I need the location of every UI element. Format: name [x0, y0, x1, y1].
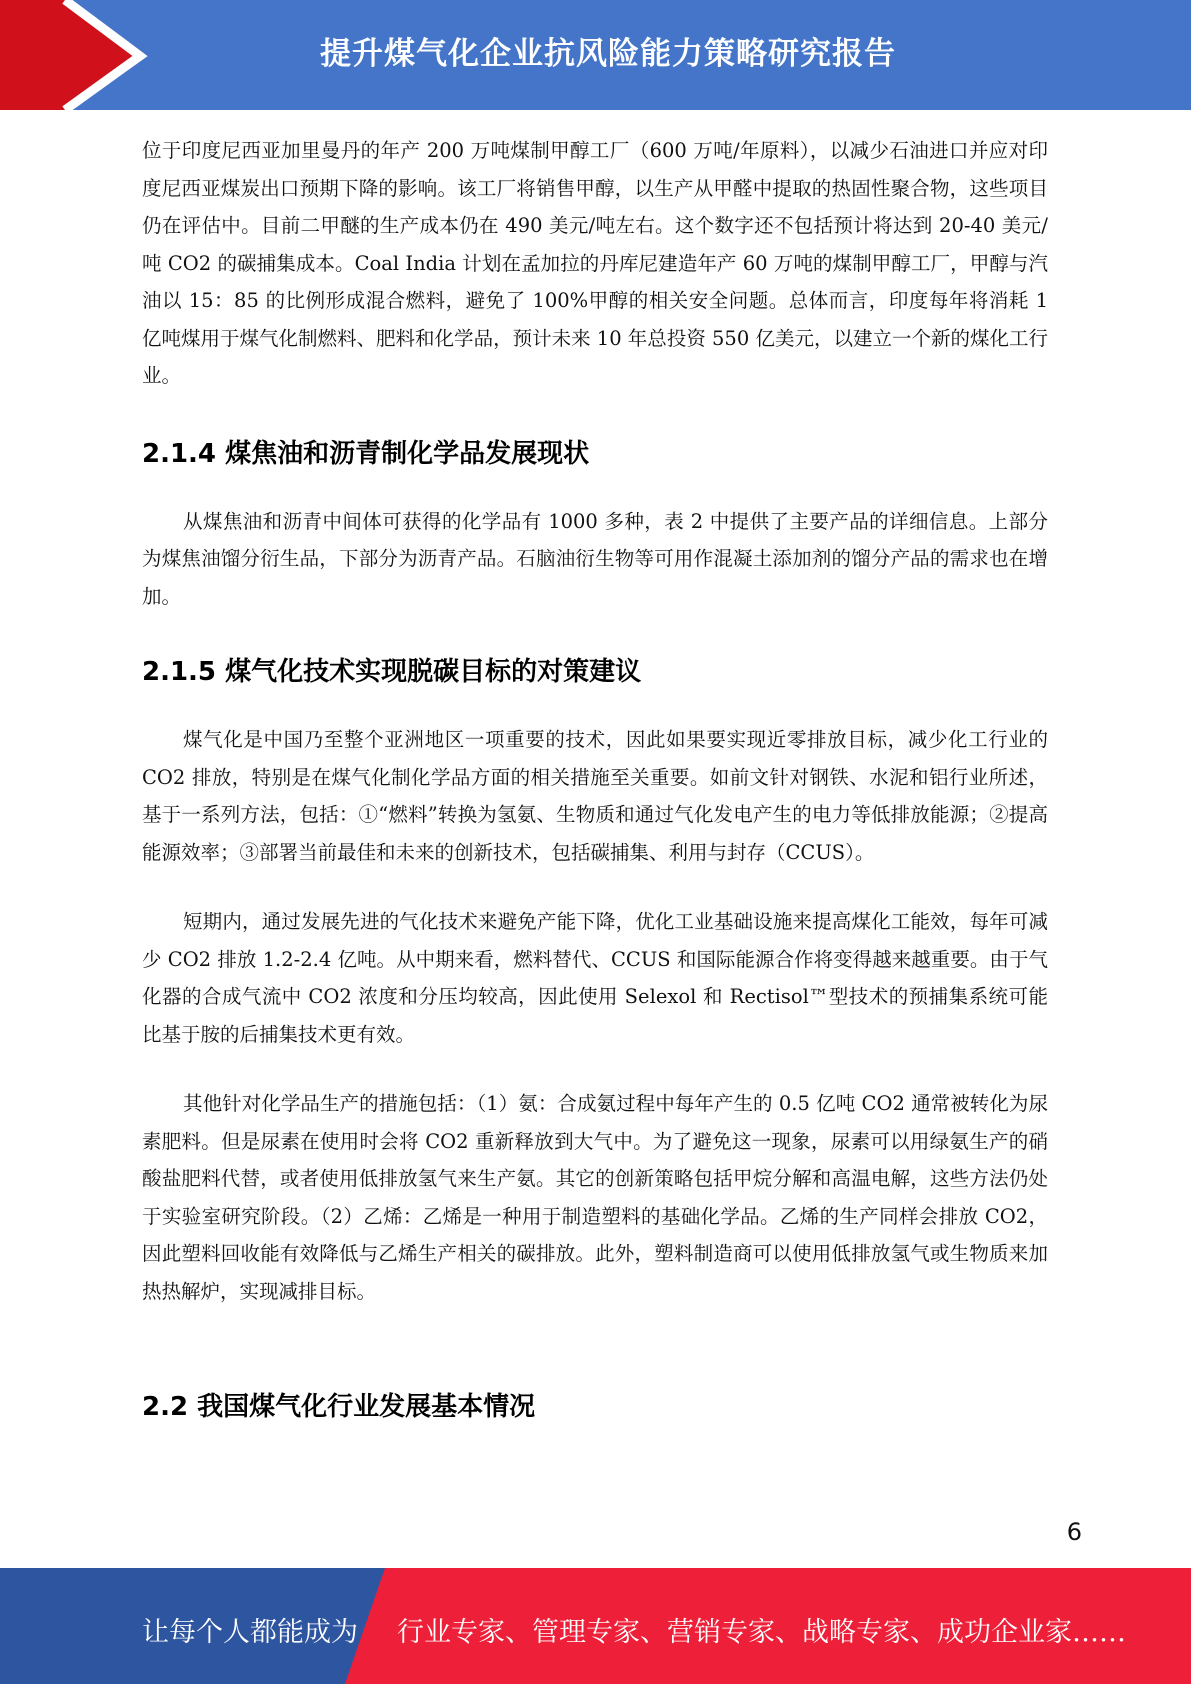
page-header: [0, 0, 1191, 110]
paragraph-chemical-measures: 其他针对化学品生产的措施包括：（1）氨：合成氨过程中每年产生的 0.5 亿吨 CO2 通常被转化为尿素肥料。但是尿素在使用时会将 CO2 重新释放到大气中。为了避免这一现象，尿素可以用绿氨生产的硝酸盐肥料代替，或者使用低排放氢气来生产氨。其它的创新策略包括甲烷分解和高温电解，这些方法仍处于实验室研究阶段。（2）乙烯：乙烯是一种用于制造塑料的基础化学品。乙烯的生产同样会排放 CO2，因此塑料回收能有效降低与乙烯生产相关的碳排放。此外，塑料制造商可以使用低排放氢气或生物质来加热热解炉，实现减排目标。: [142, 1092, 1048, 1303]
page-number: 6: [1066, 1518, 1082, 1546]
document-body: [142, 132, 1048, 1423]
section-heading-2-2: 2.2 我国煤气化行业发展基本情况: [142, 1392, 536, 1422]
paragraph-indonesia-india: 位于印度尼西亚加里曼丹的年产 200 万吨煤制甲醇工厂（600 万吨/年原料），以减少石油进口并应对印度尼西亚煤炭出口预期下降的影响。该工厂将销售甲醇，以生产从甲醛中提取的热固性聚合物，这些项目仍在评估中。目前二甲醚的生产成本仍在 490 美元/吨左右。这个数字还不包括预计将达到 20-40 美元/吨 CO2 的碳捕集成本。Coal India 计划在孟加拉的丹库尼建造年产 60 万吨的煤制甲醇工厂，甲醇与汽油以 15：85 的比例形成混合燃料，避免了 100%甲醇的相关安全问题。总体而言，印度每年将消耗 1 亿吨煤用于煤气化制燃料、肥料和化学品，预计未来 10 年总投资 550 亿美元，以建立一个新的煤化工行业。: [142, 139, 1048, 387]
paragraph-short-term: 短期内，通过发展先进的气化技术来避免产能下降，优化工业基础设施来提高煤化工能效，每年可减少 CO2 排放 1.2-2.4 亿吨。从中期来看，燃料替代、CCUS 和国际能源合作将变得越来越重要。由于气化器的合成气流中 CO2 浓度和分压均较高，因此使用 Selexol 和 Rectisol™型技术的预捕集系统可能比基于胺的后捕集技术更有效。: [142, 910, 1048, 1046]
section-heading-2-1-4: 2.1.4 煤焦油和沥青制化学品发展现状: [142, 438, 590, 469]
footer-slogan-left: 让每个人都能成为: [142, 1617, 358, 1648]
report-title: 提升煤气化企业抗风险能力策略研究报告: [320, 36, 896, 72]
footer-slogan-right: 行业专家、管理专家、营销专家、战略专家、成功企业家……: [397, 1617, 1126, 1648]
page-footer: [0, 1568, 1191, 1684]
section-heading-2-1-5: 2.1.5 煤气化技术实现脱碳目标的对策建议: [142, 657, 642, 687]
paragraph-decarbonization: 煤气化是中国乃至整个亚洲地区一项重要的技术，因此如果要实现近零排放目标，减少化工行业的 CO2 排放，特别是在煤气化制化学品方面的相关措施至关重要。如前文针对钢铁、水泥和铝行业所述，基于一系列方法，包括：①“燃料”转换为氢氨、生物质和通过气化发电产生的电力等低排放能源；②提高能源效率；③部署当前最佳和未来的创新技术，包括碳捕集、利用与封存（CCUS）。: [142, 728, 1048, 864]
paragraph-coal-tar: 从煤焦油和沥青中间体可获得的化学品有 1000 多种，表 2 中提供了主要产品的详细信息。上部分为煤焦油馏分衍生品，下部分为沥青产品。石脑油衍生物等可用作混凝土添加剂的馏分产品的需求也在增加。: [142, 509, 1048, 608]
